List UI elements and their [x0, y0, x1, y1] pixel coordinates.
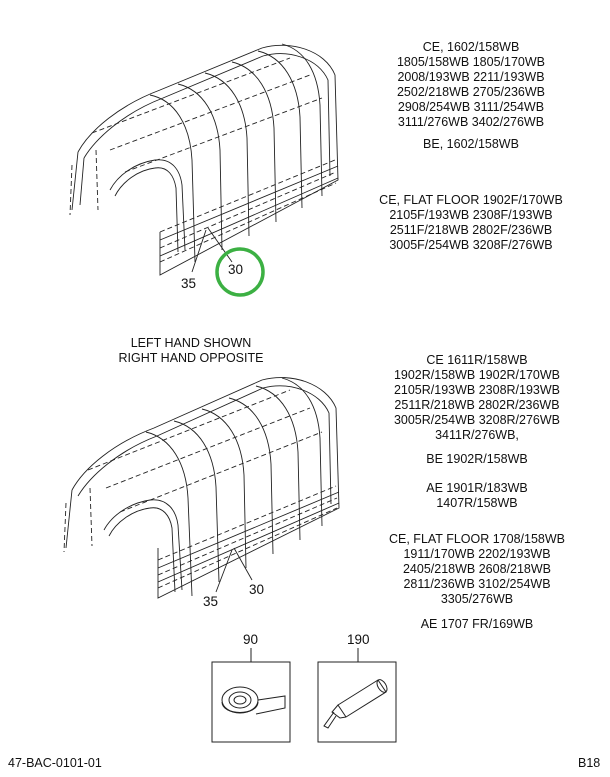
callout-30-bottom: 30 [249, 582, 265, 597]
variant-line: CE 1611R/158WB [426, 353, 528, 367]
bottom-be-variants [352, 452, 602, 467]
callout-30-top: 30 [228, 262, 244, 277]
variant-line: 1911/170WB 2202/193WB [403, 547, 551, 561]
variant-line: 2908/254WB 3111/254WB [397, 100, 545, 114]
bottom-body-frame [64, 378, 339, 598]
bottom-ae-fr-variants [352, 617, 602, 632]
bottom-ce-variants [352, 353, 602, 443]
variant-line: 3111/276WB 3402/276WB [397, 115, 545, 129]
variant-line: 3411R/276WB, [435, 428, 519, 442]
tape-part-box [212, 648, 290, 742]
variant-line: AE 1901R/183WB [426, 481, 528, 495]
variant-line: 2105F/193WB 2308F/193WB [389, 208, 553, 222]
top-be-variants [346, 137, 596, 152]
variant-line: 2405/218WB 2608/218WB [402, 562, 552, 576]
variant-line: 1805/158WB 1805/170WB [396, 55, 546, 69]
callout-90: 90 [243, 632, 259, 647]
note-line: RIGHT HAND OPPOSITE [118, 351, 264, 365]
variant-line: 3005R/254WB 3208R/276WB [393, 413, 561, 427]
footer-page: B18 [578, 756, 601, 770]
variant-line: 2502/218WB 2705/236WB [396, 85, 546, 99]
tube-part-box [318, 648, 396, 742]
bottom-ce-flat-variants [352, 532, 602, 607]
variant-line: 2008/193WB 2211/193WB [397, 70, 545, 84]
footer-code: 47-BAC-0101-01 [8, 756, 102, 770]
variant-line: 2511R/218WB 2802R/236WB [394, 398, 560, 412]
variant-line: CE, FLAT FLOOR 1902F/170WB [379, 193, 563, 207]
variant-line: 2811/236WB 3102/254WB [403, 577, 551, 591]
callout-190: 190 [347, 632, 370, 647]
variant-line: AE 1707 FR/169WB [420, 617, 534, 631]
variant-line: CE, FLAT FLOOR 1708/158WB [389, 532, 565, 546]
variant-line: BE 1902R/158WB [426, 452, 528, 466]
top-ce-variants [346, 40, 596, 130]
variant-line: 1407R/158WB [436, 496, 518, 510]
variant-line: 1902R/158WB 1902R/170WB [393, 368, 561, 382]
variant-line: CE, 1602/158WB [422, 40, 520, 54]
note-line: LEFT HAND SHOWN [130, 336, 252, 350]
variant-line: 2511F/218WB 2802F/236WB [389, 223, 553, 237]
orientation-note [66, 336, 316, 366]
callout-35-bottom: 35 [203, 594, 219, 609]
callout-35-top: 35 [181, 276, 197, 291]
variant-line: BE, 1602/158WB [423, 137, 519, 151]
variant-line: 3305/276WB [440, 592, 514, 606]
variant-line: 3005F/254WB 3208F/276WB [389, 238, 553, 252]
variant-line: 2105R/193WB 2308R/193WB [393, 383, 561, 397]
top-body-frame [70, 44, 338, 275]
bottom-ae-variants [352, 481, 602, 511]
top-ce-flat-variants [346, 193, 596, 253]
